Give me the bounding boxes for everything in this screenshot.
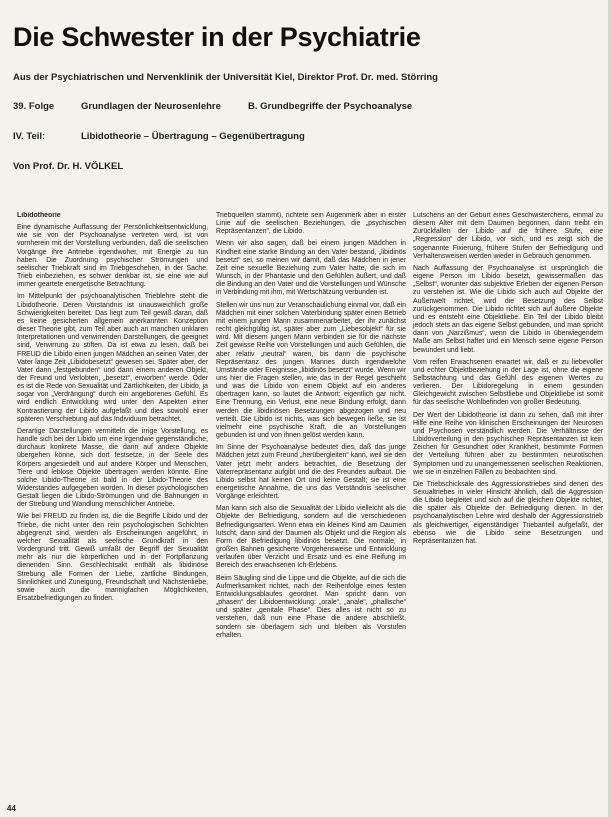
paragraph: Beim Säugling sind die Lippe und die Objekte, auf die sich die Aufmerksamkeit richtet, nach der Reihenfolge eines festen Entwicklungsablaufes geordnet. Man spricht dann von „phasen“ der Libidoentwicklung: „orale“, „anale“, „phallische“ und später „genitale Phase“. Dies alles ist nicht so zu verstehen, daß nun eine Phase die andere abschließt, sondern sie überlagern sich und bleiben als Vorstufen erhalten.	[216, 574, 406, 639]
series-topic: Grundlagen der Neurosenlehre	[81, 101, 221, 112]
paragraph: Man kann sich also die Sexualität der Libido vielleicht als die Objekte der Befriedigung, sondern auf die verschiedenen Befriedigungsarten. Wenn etwa ein kleines Kind am Daumen lutscht, dann sind der Daumen als Objekt und die Region als Form der Befriedigung libidinös besetzt. Die normale, in großen Bahnen gesicherte Vorgehensweise und Entwicklung verlaufen über Verzicht und Ersatz und es eine Reifung im Bereich des erwachsenen Ich-Erlebens.	[216, 505, 406, 570]
series-folge: 39. Folge	[13, 101, 55, 112]
section-heading: Libidotheorie	[17, 212, 61, 219]
paragraph: Triebquellen stammt), richtete sein Augenmerk aber in erster Linie auf die seelischen Beziehungen, die „psychischen Repräsentanzen“, die Libido.	[216, 212, 406, 236]
paragraph: Im Mittelpunkt der psychoanalytischen Trieblehre steht die Libidotheorie. Deren Vorstandnis ist unausweichlich große Schwierigkeiten bereitet. Das liegt zum Teil gewiß daran, daß es keine gesicherten allgemein anerkannten Konzeption dieser Theorie gibt, zum Teil aber auch an manchen unklaren Interpretationen und verwirrenden Darstellungen, die geeignet sind, Verwirrung zu stiften. Da ist etwa zu lesen, daß bei FREUD die Libido einen jungen Mädchen an seinen Vater, der Vater lange Zeit „Libidobesetzt“ gewesen sei. Später aber, der Vater dann „festgebunden“ und dann einem anderen Objekt, der Freund und Verlobten, „besetzt“, erworben“ werde. Oder es ist die Rede von Sexualität und Zärtlichkeiten, der Libido, ja sogar von „Verdrängung“ durch ein angeborenes Gefühl. Es wird endlich Entwicklung wird unter den Aspekten einer Kontrastierung der Libido aufgefaßt und dies sowohl einer späteren Verschiebung auf das Individuum betrachtet.	[17, 293, 208, 423]
article-title: Die Schwester in der Psychiatrie	[13, 22, 421, 52]
text-column-left	[17, 212, 208, 798]
text-column-right	[413, 212, 603, 798]
paragraph: Eine dynamische Auffassung der Persönlichkeitsentwicklung, wie sie von der Psychoanalyse vertreten wird, ist von vornherein mit der Vorstellung verbunden, daß die seelischen Vorgänge ihre Antriebe irgendwoher, mit Energie zu tun haben. Die Zuordnung psychischer Strömungen und seelischer Triebkraft sind im Triebgeschehen, in der Sache. Trieb einbeziehen, es schwer denkbar ist, sie eine wie auf immer geartete energetische Betrachtung.	[17, 224, 208, 289]
series-line	[13, 101, 413, 112]
paragraph: Die Triebschicksale des Aggressionstriebes sind denen des Sexualtriebes in vieler Hinsicht ähnlich, daß die Aggression die Libido begleitet und sich auf die gleichen Objekte richtet, die später als Objekte der Befriedigung dienen. In der psychoanalytischen Lehre wird deshalb der Aggressionstrieb als gleichwertiger, eigenständiger Triebanteil aufgefaßt, der ebenso wie die Libido seine Besetzungen und Repräsentanzen hat.	[413, 480, 603, 545]
series-section: B. Grundbegriffe der Psychoanalyse	[248, 101, 413, 112]
affiliation-line: Aus der Psychiatrischen und Nervenklinik der Universität Kiel, Direktor Prof. Dr. med. Störring	[13, 72, 438, 83]
author-line: Von Prof. Dr. H. VÖLKEL	[13, 161, 124, 172]
paragraph: Stellen wir uns nun zur Veranschaulichung einmal vor, daß ein Mädchen mit einer solchen Vaterbindung später einen Betrieb mit einem jungen Mann zusammenarbeitet, der ihr zunächst recht gleichgültig ist, später aber zum „Liebesobjekt“ für sie wird. Mit diesem jungen Mann verbinden sie für die nächste Zeit gewisse Reihe von Vorstellungen und auch Gefühlen, die aber relativ „neutral“ waren, bis dann die psychische Repräsentanz des jungen Mannes durch irgendwelche Umstände oder Ereignisse „libidinös besetzt“ wurde. Wenn wir uns hier die Fragen stellen, wie das in der Regel geschieht und was die Libido von einem Objekt auf ein anderes übertragen kann, so lautet die Antwort: eigentlich gar nicht. Eine Trennung, ein Verlust, eine neue Bindung erfolgt, dann werden die libidinösen Besetzungen abgezogen und neu verteilt. Die Libido ist nichts, was sich bewegen ließe, sie ist vielmehr eine psychische Kraft, die an Vorstellungen gebunden ist und von ihnen gelöst werden kann.	[216, 301, 406, 440]
part-text: Libidotheorie – Übertragung – Gegenübertragung	[81, 131, 305, 142]
part-label: IV. Teil:	[13, 131, 46, 142]
page-edge	[608, 0, 612, 817]
paragraph: Im Sinne der Psychoanalyse bedeutet dies, daß das junge Mädchen jetzt zum Freund „herübergleiten“ kann, weil sie den Vater jetzt mehr anders betrachtet, die Besetzung der Vaterrepräsentanz aufgibt und die des Freundes aufbaut. Die Libido selbst hat keinen Ort und keine Gestalt; sie ist eine energetische Annahme, die uns das Verständnis seelischer Vorgänge erleichtert.	[216, 444, 406, 501]
paragraph: Derartige Darstellungen vermitteln die irrige Vorstellung, es handle sich bei der Libido um eine irgendwie gegenständliche, durchaus konkrete Masse, die dann auf andere Objekte übergehen könne, sich dort festsetze, in der Seele des Körpers angesiedelt und auf andere Körper und Menschen, Tiere und leblose Objekte übertragen werden könnte. Eine solche Libido-Theorie ist bald in der Libido-Theorie des Widerstandes aufgegeben worden. In dieser psychologischen Gestalt liegen die Libido-Strömungen und die Bahnungen in der Strebung und Wandlung menschlicher Antriebe.	[17, 427, 208, 509]
paragraph: Lutschens an der Geburt eines Geschwisterchens, einmal zu diesem Alter mit dem Daumen begonnen, dann treibt ein Zurückfallen der Libido auf die frühere Stufe, eine „Regression“ der Libido, vor sich, und es zeigt sich die sogenannte Fixierung, frühere Stufen der Befriedigung und Verhaltensweisen werden wieder in Gebrauch genommen.	[413, 212, 603, 260]
part-line	[13, 131, 305, 142]
paragraph: Wenn wir also sagen, daß bei einem jungen Mädchen in Kindheit eine starke Bindung an den Vater bestand, „libidinös besetzt“ sei, so meinen wir damit, daß das Mädchen in jener Zeit eine sexuelle Beziehung zum Vater hatte, die sich im Wunsch, in der Phantasie und den Gefühlen äußert, und daß die Bindung an den Vater und die Vorstellungen und Wünsche in Verbindung mit ihm, mit Wertschätzung verbunden ist.	[216, 240, 406, 297]
paragraph: Nach Auffassung der Psychoanalyse ist ursprünglich die eigene Person im Libido besetzt, gewissermaßen das „Selbst“, worunter das subjektive Erleben der eigenen Person zu verstehen ist. Wie die Libido sich auch auf Objekte der Außenwelt richtet, wird die Besetzung des Selbst zurückgenommen. Die Libido richtet sich auf äußere Objekte und es entsteht eine Objektliebe. Ein Teil der Libido bleibt jedoch stets an das eigene Selbst gebunden, und man spricht dann von „Narzißmus“, wenn die Libido in überwiegendem Maße am Selbst haftet und ein Mensch seine eigene Person bewundert und liebt.	[413, 264, 603, 354]
paragraph: Der Wert der Libidotheorie ist dann zu sehen, daß mit ihrer Hilfe eine Reihe von klinischen Erscheinungen der Neurosen und Psychosen verständlich werden. Die Verhältnisse der Libidoverteilung in den psychischen Repräsentanzen ist kein Zeichen für Gesundheit oder Krankheit, bestimmte Formen der Verteilung führen aber zu bestimmten neurotischen Symptomen und zu unangemessenen seelischen Reaktionen, wie sie in einzelnen Fällen zu beobachten sind.	[413, 411, 603, 476]
paragraph: Vom reifen Erwachsenen erwartet wir, daß er zu liebevoller und echter Objektbeziehung in der Lage ist, ohne die eigene Selbstachtung und das Gefühl des eigenen Wertes zu verlieren. Der Libidoregelung in einem gesunden Gleichgewicht zwischen Selbstliebe und Objektliebe ist somit für das seelische Wohlbefinden von großer Bedeutung.	[413, 358, 603, 407]
text-column-middle	[216, 212, 406, 798]
paragraph: Wie bei FREUD zu finden ist, die die Begriffe Libido und der Triebe, die nicht unter den rein psychologischen Schichten abgegrenzt sind, werden als Erscheinungen angeführt, in welcher Sexualität als seelische Grundkraft in den Vordergrund tritt. Gewiß umfaßt der Begriff der Sexualität mehr als nur die körperlichen und in der Fortpflanzung dienenden Sinn. Geschlechtsakt enthält als libidinöse Strebung alle Formen der Liebe, zärtliche Bindungen, Sinnlichkeit und Zuneigung, Freundschaft und Nächstenliebe, sowie auch die mannigfachen Möglichkeiten, Ersatzbefriedigungen zu finden.	[17, 513, 208, 603]
page-number: 44	[7, 804, 16, 813]
